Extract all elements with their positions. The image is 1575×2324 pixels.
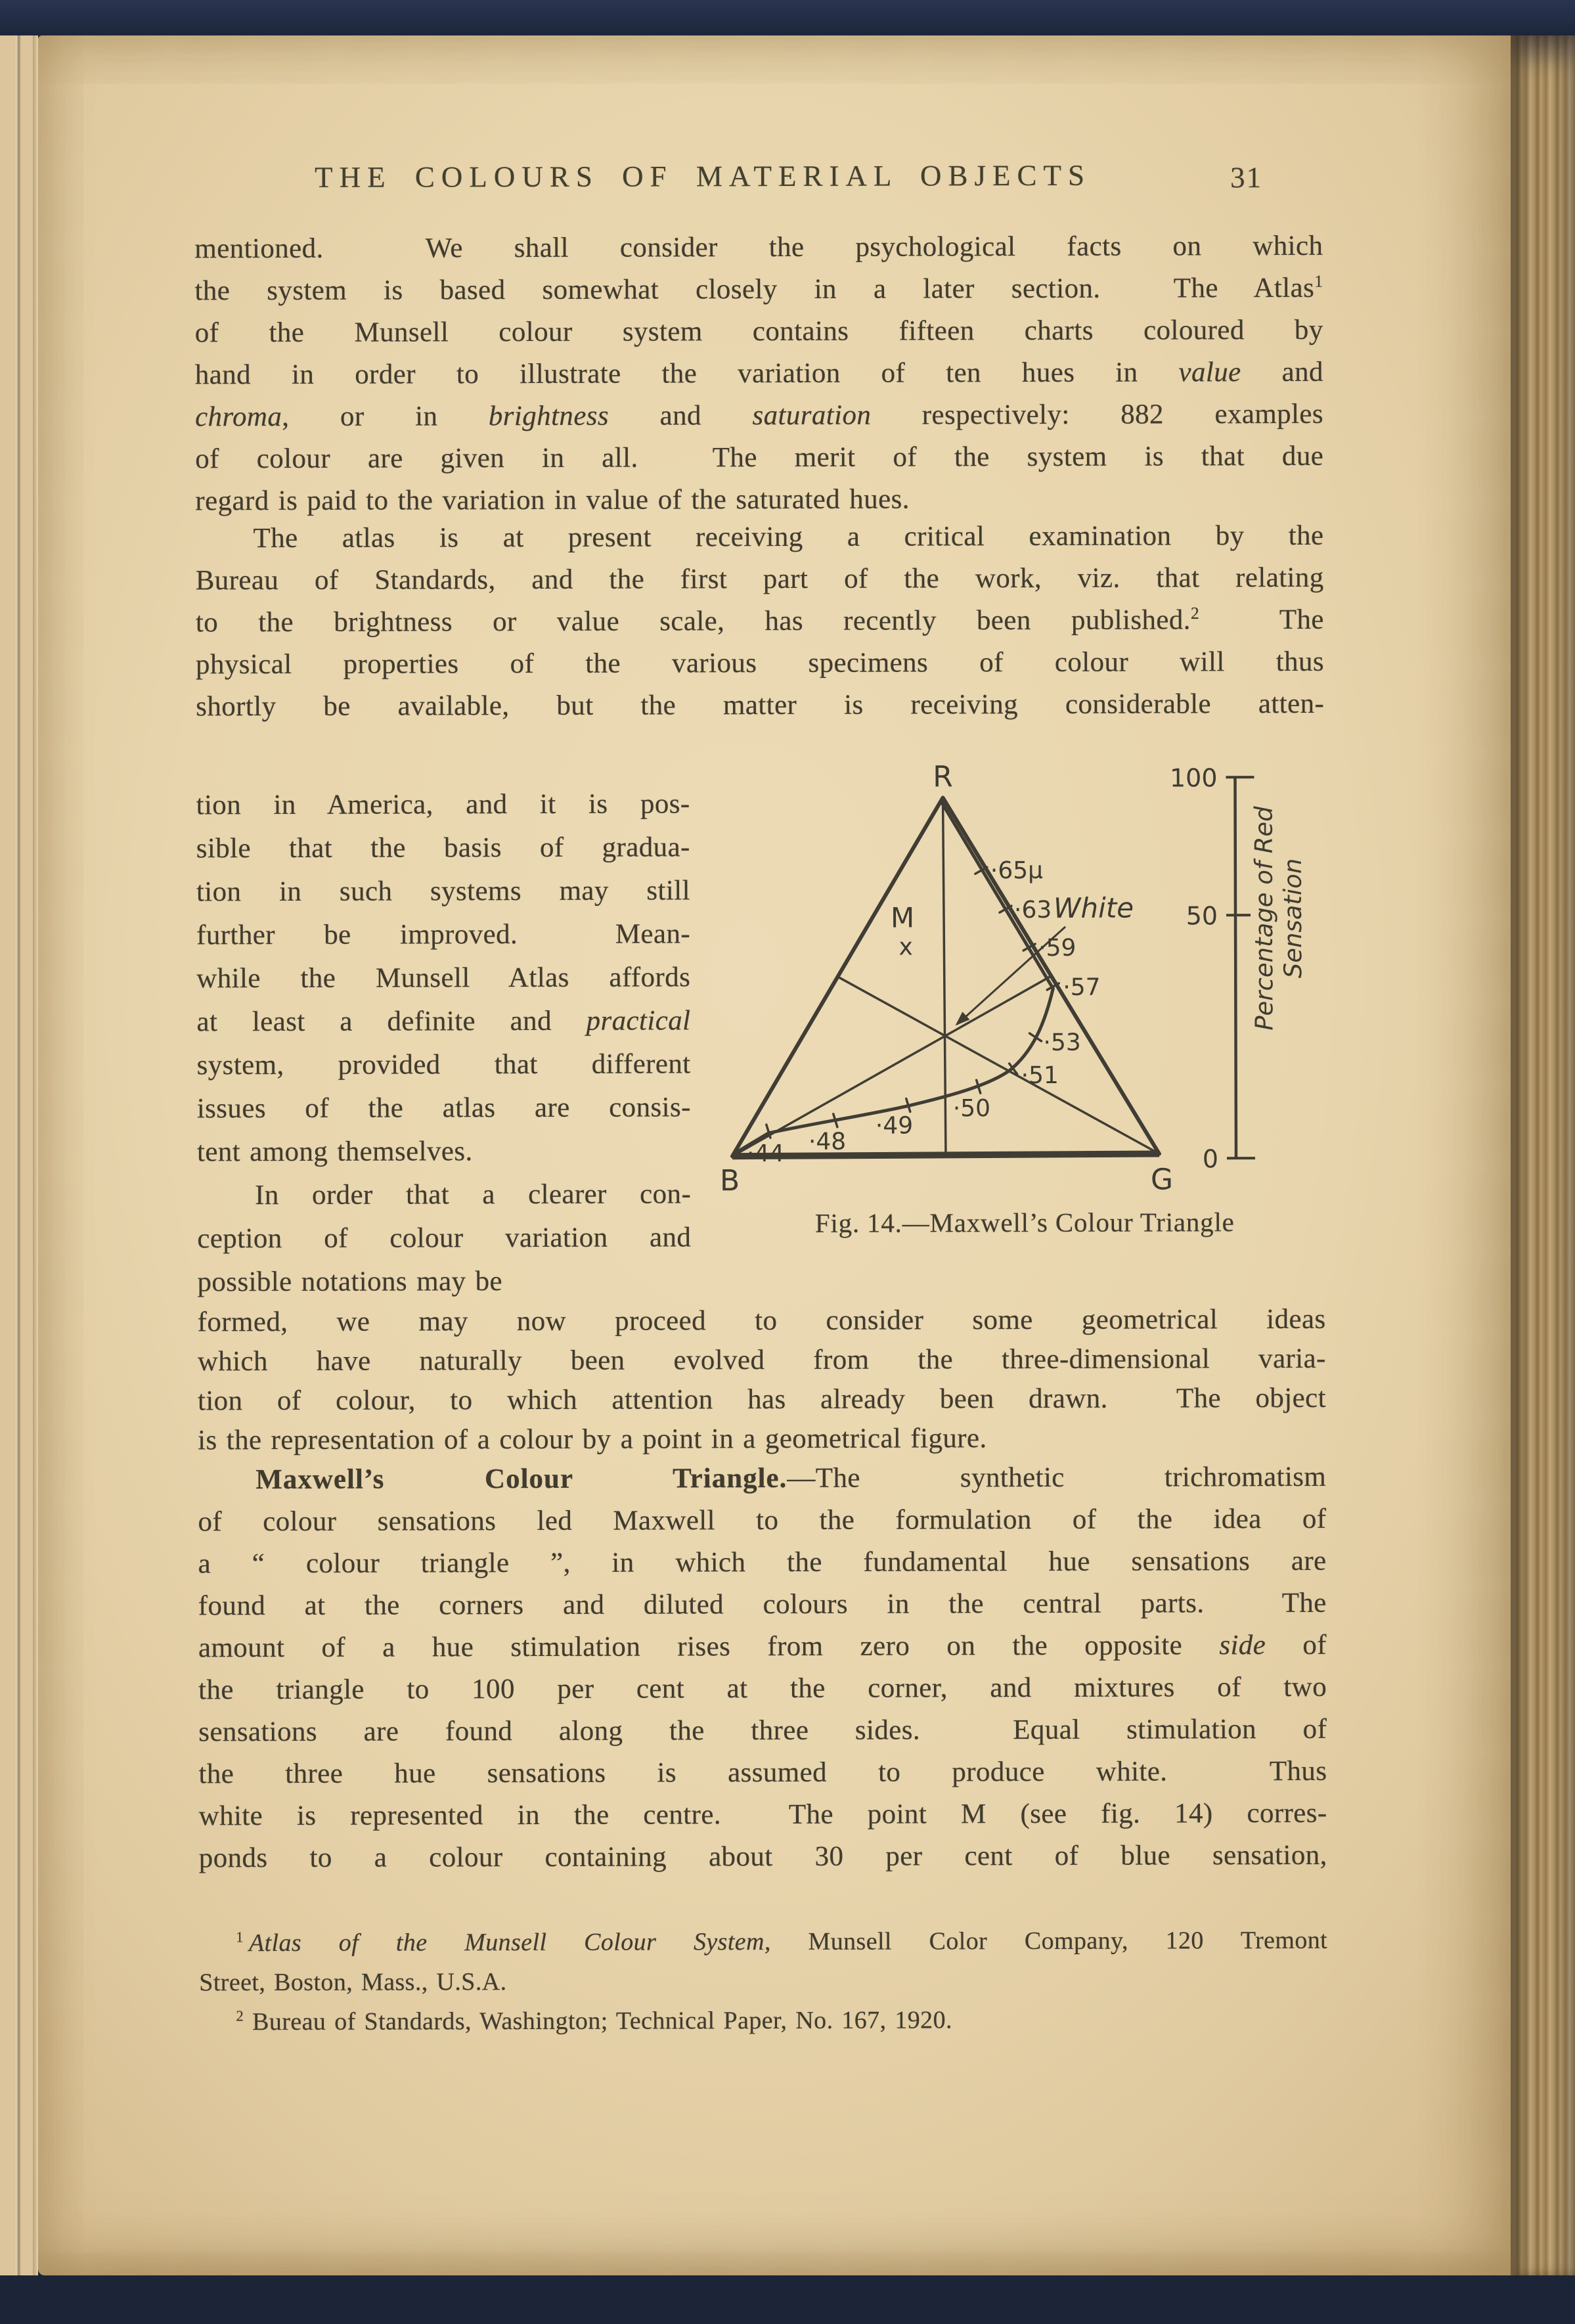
text-line: the triangle to 100 per cent at the corner, and mixtures of two [198, 1671, 1327, 1706]
axis-title-line2: Sensation [1278, 858, 1308, 979]
text-line: hand in order to illustrate the variation of ten hues in value and [194, 356, 1323, 391]
text-line: shortly be available, but the matter is receiving considerable atten- [196, 688, 1325, 723]
wavelength-label: ·49 [875, 1112, 914, 1140]
vertex-label-green: G [1150, 1163, 1174, 1197]
text-line: found at the corners and diluted colours in the central parts. The [198, 1587, 1327, 1622]
running-header [194, 158, 1323, 202]
text-line: is the representation of a colour by a point in a geometrical figure. [198, 1423, 987, 1456]
spectral-locus-curve [734, 802, 1054, 1153]
wavelength-label: ·65μ [990, 857, 1044, 885]
wavelength-label: ·63 [1013, 896, 1052, 924]
paragraph-munsell-atlas [194, 226, 1323, 523]
axis-line [1235, 777, 1236, 1158]
text-line: physical properties of the various specimens of colour will thus [195, 646, 1325, 681]
text-line: $^1$ Atlas of the Munsell Colour System, Munsell Color Company, 120 Tremont [236, 1926, 1328, 1957]
wavelength-label: ·57 [1063, 973, 1101, 1001]
narrow-column-beside-figure [196, 783, 691, 1305]
text-line: ception of colour variation and [197, 1222, 692, 1255]
vertex-label-blue: B [719, 1164, 740, 1198]
text-line: issues of the atlas are consis- [196, 1092, 691, 1125]
figure-caption: Fig. 14.—Maxwell’s Colour Triangle [814, 1207, 1235, 1238]
text-line: of colour sensations led Maxwell to the formulation of the idea of [198, 1503, 1327, 1538]
text-line: the system is based somewhat closely in a later section. The Atlas$^1$ [194, 271, 1323, 307]
text-line: further be improved. Mean- [196, 918, 691, 951]
text-line: regard is paid to the variation in value of the saturated hues. [195, 483, 910, 517]
text-line: tion of colour, to which attention has already been drawn. The object [197, 1382, 1327, 1417]
text-line: In order that a clearer con- [255, 1178, 692, 1211]
text-line: formed, we may now proceed to consider some geometrical ideas [197, 1303, 1326, 1338]
text-line: Bureau of Standards, and the first part of the work, viz. that relating [195, 562, 1324, 596]
page-number: 31 [1230, 161, 1263, 194]
white-label: White [1053, 891, 1134, 924]
point-m-label: M [890, 901, 915, 934]
text-line: Maxwell’s Colour Triangle.—The synthetic trichromatism [255, 1461, 1327, 1496]
text-line: sensations are found along the three sides. Equal stimulation of [198, 1713, 1327, 1748]
text-line: tion in America, and it is pos- [196, 788, 690, 821]
text-line: while the Munsell Atlas affords [196, 962, 691, 994]
text-line: mentioned. We shall consider the psychological facts on which [194, 230, 1323, 265]
wavelength-label: ·50 [952, 1095, 991, 1123]
red-sensation-axis [1170, 763, 1308, 1174]
text-line: a “ colour triangle ”, in which the fundamental hue sensations are [198, 1545, 1327, 1580]
axis-tick-label-0: 0 [1202, 1144, 1219, 1174]
wavelength-label: ·59 [1038, 934, 1076, 962]
axis-tick-label-100: 100 [1169, 763, 1218, 793]
footnotes [199, 1922, 1327, 2043]
text-line: the three hue sensations is assumed to produce white. Thus [198, 1755, 1327, 1790]
text-line: tion in such systems may still [196, 875, 690, 908]
text-line: possible notations may be [197, 1266, 503, 1298]
text-line: tent among themselves. [196, 1136, 473, 1168]
text-line: of colour are given in all. The merit of the system is that due [195, 440, 1324, 475]
axis-title-line1: Percentage of Red [1249, 806, 1279, 1031]
text-line: amount of a hue stimulation rises from zero on the opposite side of [198, 1629, 1327, 1664]
text-line: of the Munsell colour system contains fifteen charts coloured by [194, 314, 1323, 349]
text-line: white is represented in the centre. The point M (see fig. 14) corres- [198, 1797, 1327, 1832]
wavelength-label: ·48 [808, 1128, 847, 1155]
text-line: system, provided that different [196, 1048, 691, 1081]
median-from-r [943, 797, 946, 1155]
text-line: to the brightness or value scale, has recently been published.$^2$ The [195, 604, 1324, 638]
paragraph-maxwells-colour-triangle [198, 1457, 1327, 1880]
point-m-marker: x [898, 933, 913, 961]
wavelength-label: ·51 [1021, 1061, 1059, 1090]
text-line: Street, Boston, Mass., U.S.A. [199, 1968, 507, 1997]
text-line: sible that the basis of gradua- [196, 832, 690, 864]
maxwell-colour-triangle-figure [711, 761, 1376, 1209]
wavelength-label: ·53 [1043, 1029, 1081, 1056]
paragraph-geometrical-ideas [198, 1301, 1327, 1461]
text-line: chroma, or in brightness and saturation respectively: 882 examples [194, 398, 1324, 433]
wavelength-label: ·44 [746, 1140, 785, 1168]
text-line: $^2$ Bureau of Standards, Washington; Technical Paper, No. 167, 1920. [236, 2006, 952, 2036]
text-line: ponds to a colour containing about 30 per cent of blue sensation, [198, 1839, 1327, 1874]
text-line: The atlas is at present receiving a critical examination by the [253, 520, 1324, 554]
axis-tick-label-50: 50 [1186, 901, 1218, 931]
vertex-label-red: R [933, 760, 953, 794]
text-line: at least a definite and practical [196, 1005, 691, 1038]
text-line: which have naturally been evolved from the three-dimensional varia- [197, 1343, 1326, 1377]
paragraph-bureau-of-standards [195, 516, 1324, 728]
page-title: THE COLOURS OF MATERIAL OBJECTS [315, 158, 1092, 194]
